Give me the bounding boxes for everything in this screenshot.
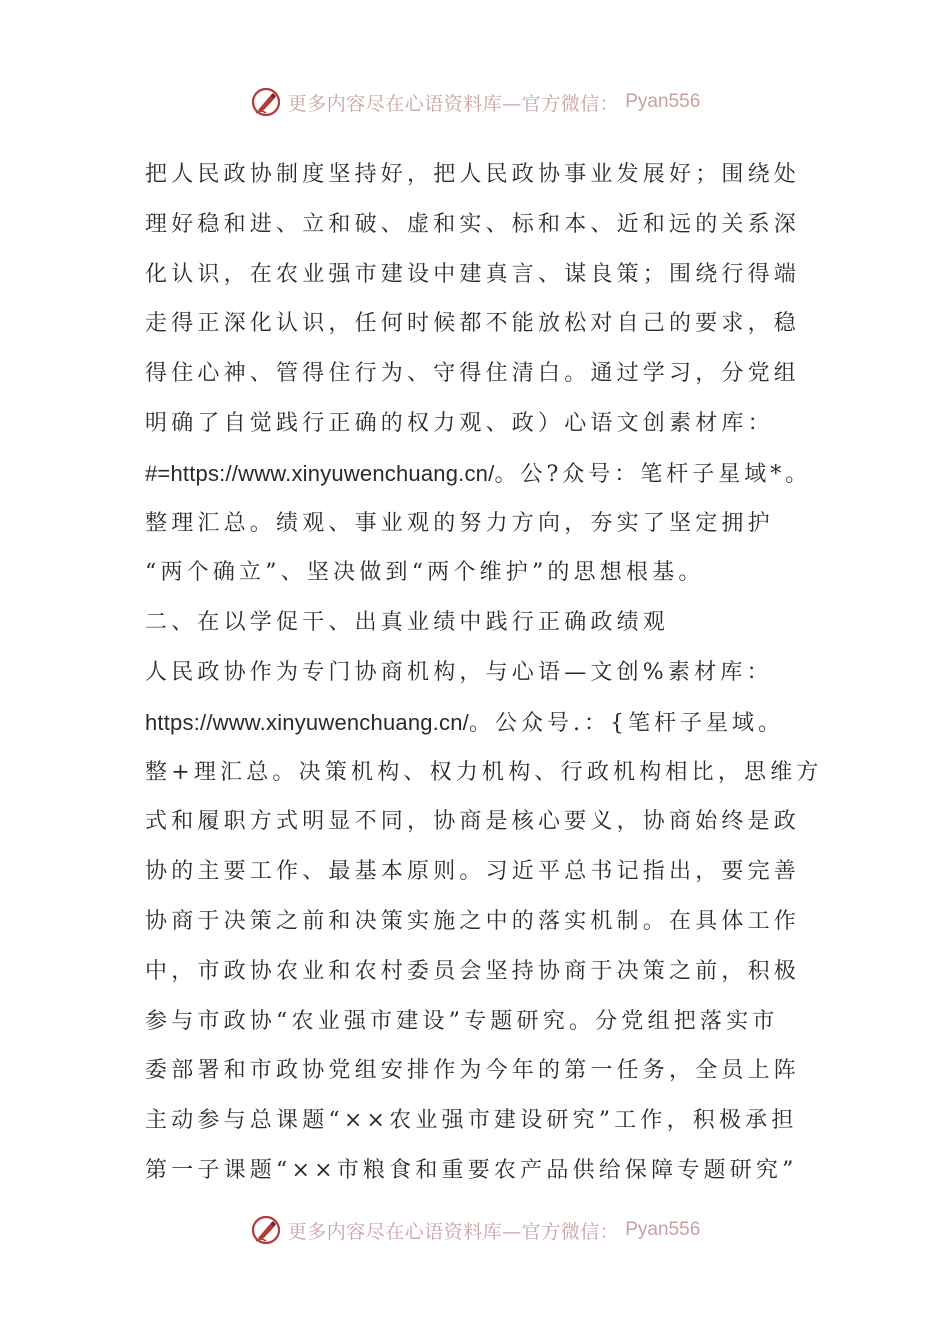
banner-text: 更多内容尽在心语资料库—官方微信： <box>287 1220 620 1243</box>
text-line: 把人民政协制度坚持好，把人民政协事业发展好；围绕处 <box>145 162 801 187</box>
text-line-url <box>145 449 815 499</box>
text-line: 协商于决策之前和决策实施之中的落实机制。在具体工作 <box>145 908 801 934</box>
pen-circle-logo-icon <box>250 86 282 118</box>
text-line: 中，市政协农业和农村委员会坚持协商于决策之前，积极 <box>145 958 801 984</box>
text-line: 明确了自觉践行正确的权力观、政）心语文创素材库： <box>145 410 774 436</box>
text-line: 走得正深化认识，任何时候都不能放松对自己的要求，稳 <box>145 311 801 337</box>
url-text: https://www.xinyuwenchuang.cn/ <box>145 709 469 735</box>
url-suffix-text: 。公?众号：笔杆子星域*。 <box>494 461 812 487</box>
banner-text: 更多内容尽在心语资料库—官方微信： <box>287 92 620 115</box>
text-line: 第一子课题“××市粮食和重要农产品供给保障专题研究” <box>145 1157 798 1183</box>
document-body <box>145 150 823 1196</box>
url-suffix-text: 。公众号.：{笔杆子星域。 <box>468 710 784 736</box>
url-text: #=https://www.xinyuwenchuang.cn/ <box>145 460 495 486</box>
text-line: 整理汇总。绩观、事业观的努力方向，夯实了坚定拥护 <box>145 510 774 536</box>
text-line-url <box>145 698 815 748</box>
text-line: 主动参与总课题“××农业强市建设研究”工作，积极承担 <box>145 1108 798 1134</box>
section-heading: 二、在以学促干、出真业绩中践行正确政绩观 <box>145 610 670 636</box>
text-line: 协的主要工作、最基本原则。习近平总书记指出，要完善 <box>145 859 801 885</box>
text-line: 委部署和市政协党组安排作为今年的第一任务，全员上阵 <box>145 1058 801 1084</box>
text-line: 式和履职方式明显不同，协商是核心要义，协商始终是政 <box>145 809 801 835</box>
pen-circle-logo-icon <box>250 1214 282 1246</box>
text-line: 理好稳和进、立和破、虚和实、标和本、近和远的关系深 <box>145 211 801 237</box>
text-line: 化认识，在农业强市建设中建真言、谋良策；围绕行得端 <box>145 261 801 287</box>
text-line: “两个确立”、坚决做到“两个维护”的思想根基。 <box>145 560 705 586</box>
banner-wechat-id: Pyan556 <box>625 1219 701 1240</box>
banner-wechat-id: Pyan556 <box>625 91 701 112</box>
text-line: 得住心神、管得住行为、守得住清白。通过学习，分党组 <box>145 361 801 387</box>
footer-watermark-banner <box>0 1210 950 1250</box>
text-line: 参与市政协“农业强市建设”专题研究。分党组把落实市 <box>145 1008 779 1034</box>
header-watermark-banner <box>0 82 950 122</box>
text-line: 整+理汇总。决策机构、权力机构、行政机构相比，思维方 <box>145 759 823 785</box>
text-line: 人民政协作为专门协商机构，与心语—文创%素材库： <box>145 659 773 685</box>
